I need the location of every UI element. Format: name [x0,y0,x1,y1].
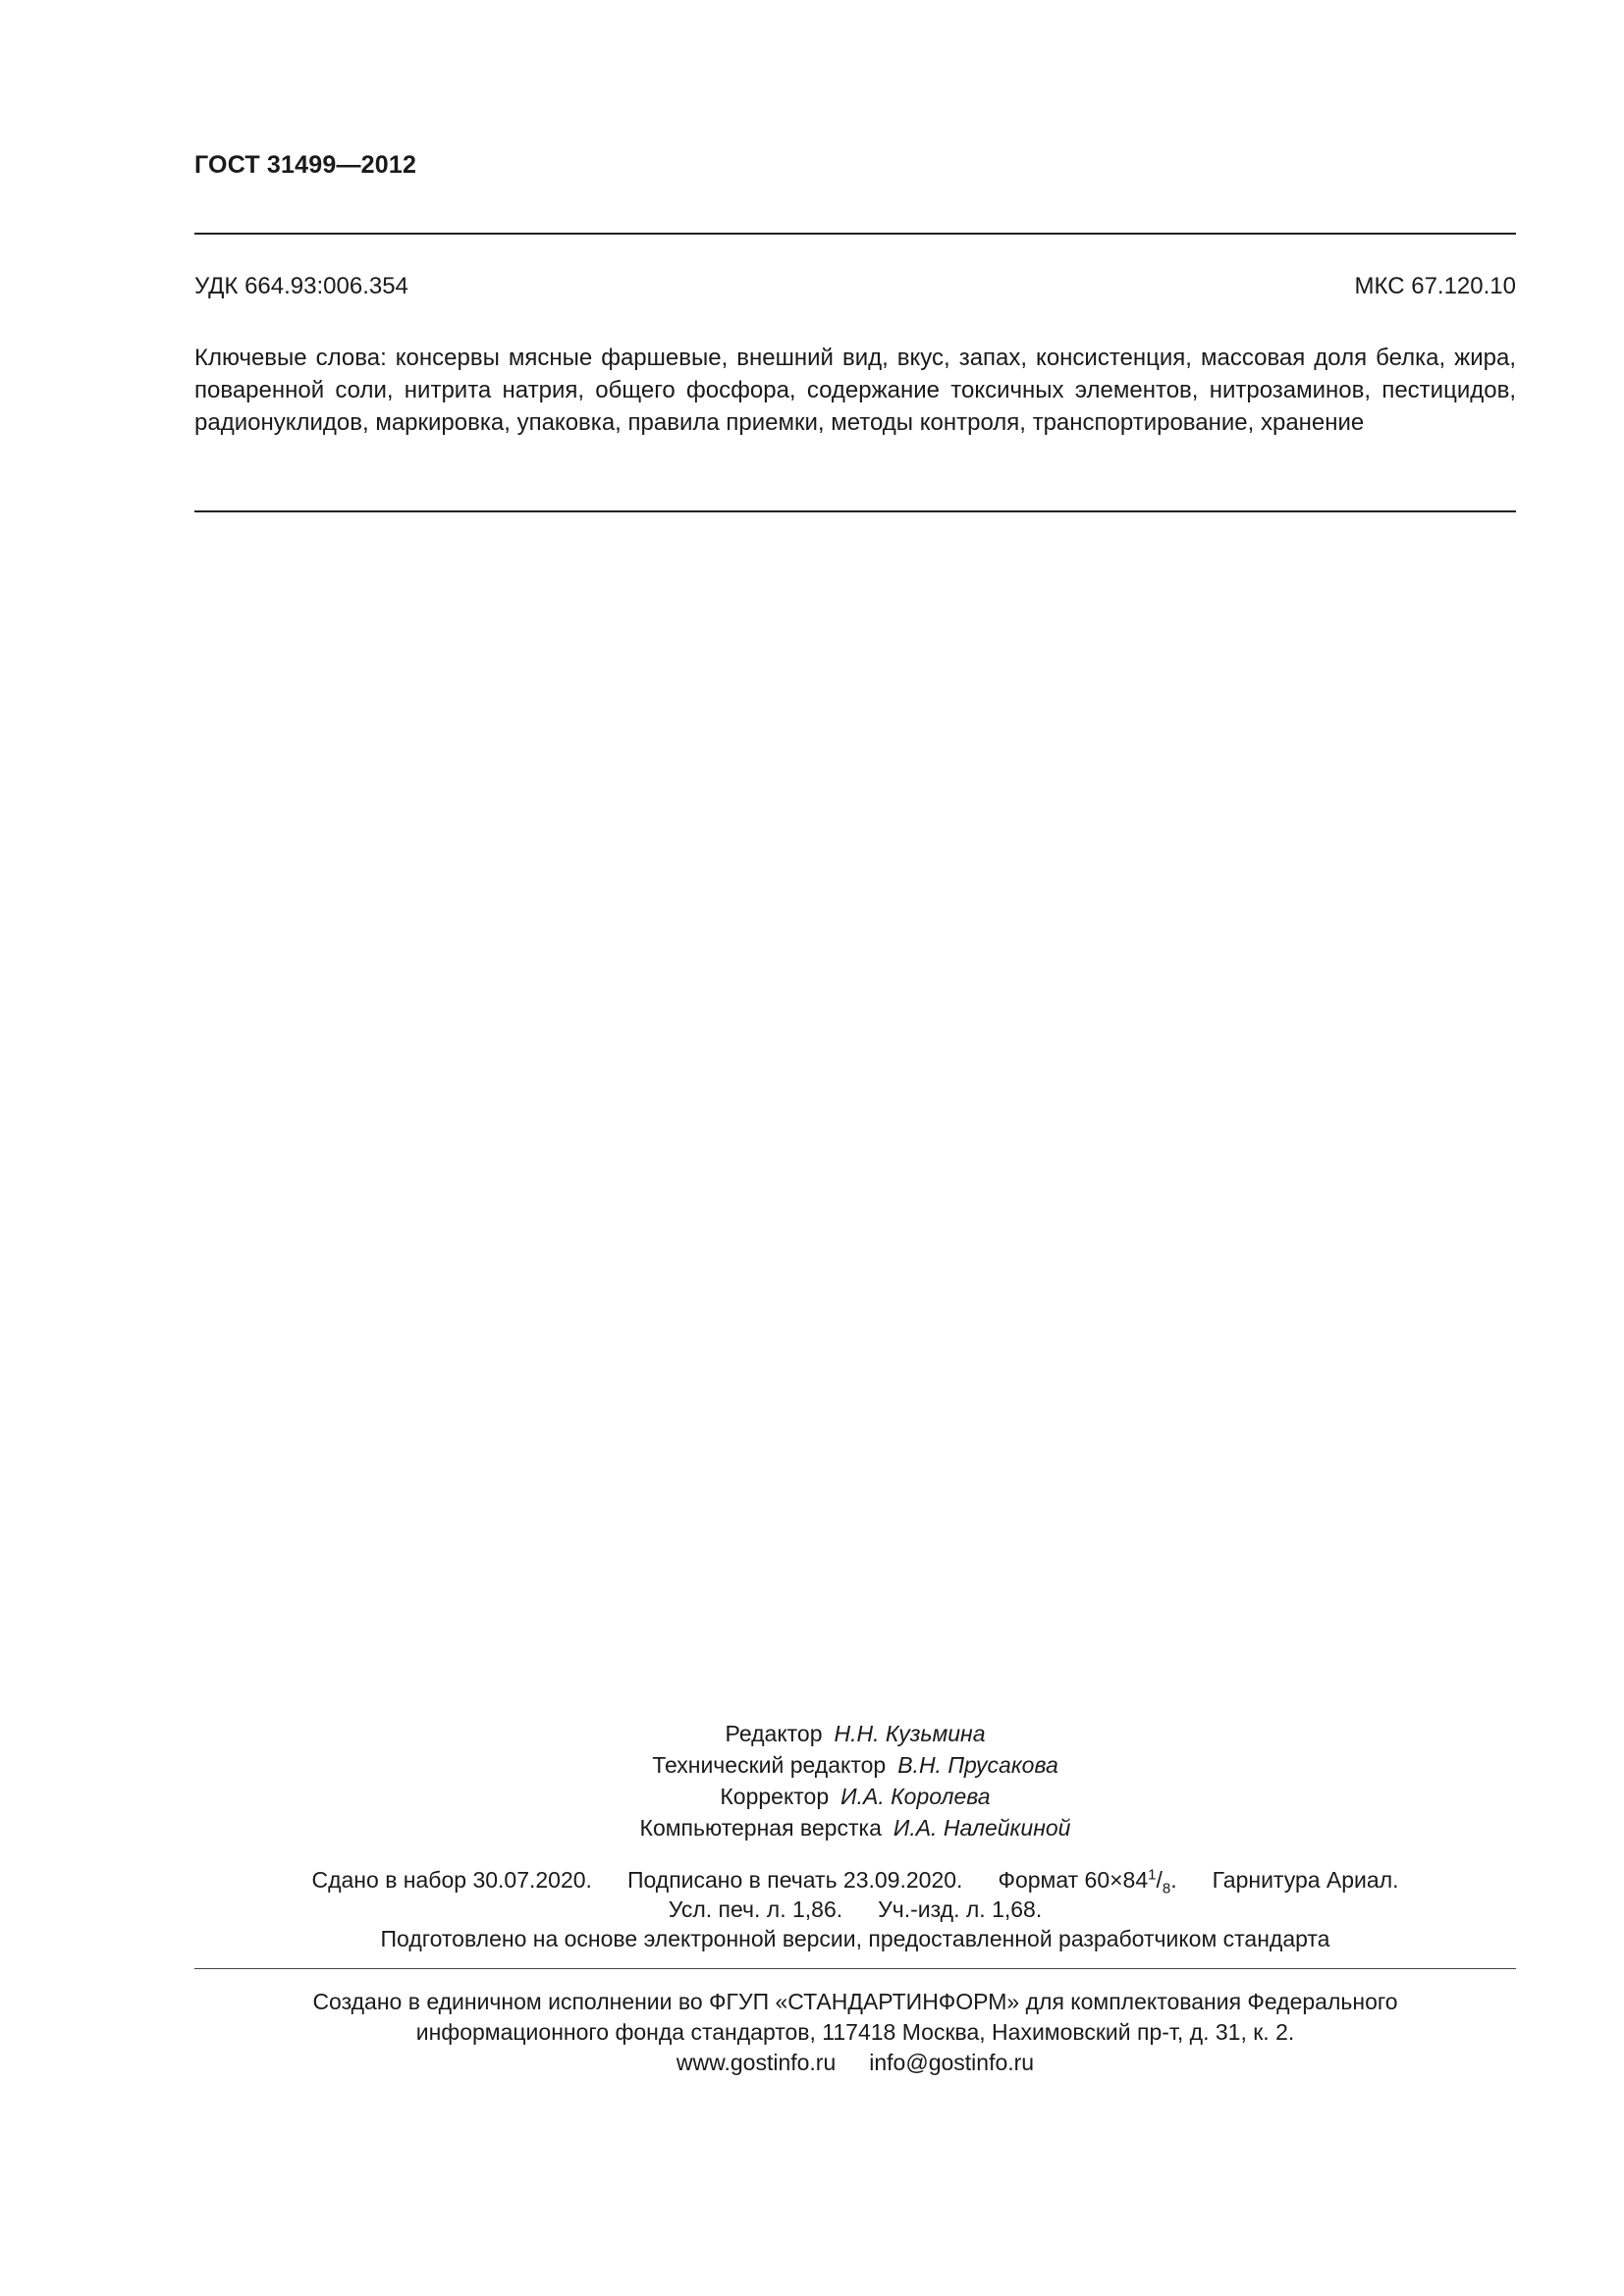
staff-person: И.А. Налейкиной [893,1815,1071,1841]
print-info-row-1 [194,1865,1516,1895]
footer-contacts [194,2048,1516,2078]
staff-line-editor [194,1718,1516,1749]
staff-role: Корректор [720,1784,830,1809]
document-code: ГОСТ 31499—2012 [194,151,417,179]
editorial-staff [194,1718,1516,1843]
print-info-row-2 [194,1895,1516,1924]
website-link: www.gostinfo.ru [676,2050,837,2075]
mks-code: МКС 67.120.10 [1354,273,1516,299]
footer-line-1: Создано в единичном исполнении во ФГУП «СТАНДАРТИНФОРМ» для комплектования Федерального [312,1989,1398,2014]
submitted-date: Сдано в набор 30.07.2020. [311,1867,592,1893]
publishing-sheets: Уч.-изд. л. 1,68. [878,1896,1043,1922]
paper-format: Формат $60\times 84^1/_8$. [998,1866,1177,1897]
staff-person: Н.Н. Кузьмина [834,1721,986,1746]
classification-row [194,273,1516,300]
staff-line-proofreader [194,1781,1516,1812]
keywords-divider [194,510,1516,512]
typeface: Гарнитура Ариал. [1212,1867,1399,1893]
print-info [194,1865,1516,1953]
footer-divider [194,1968,1516,1969]
signed-date: Подписано в печать 23.09.2020. [626,1867,963,1893]
keywords-paragraph: Ключевые слова: консервы мясные фаршевые, внешний вид, вкус, запах, консистенция, массовая доля белка, жира, поваренной соли, нитрита натрия, общего фосфора, содержание токсичных элементов, нитрозаминов, пестицидов, радионуклидов, маркировка, упаковка, правила приемки, методы контроля, транспортирование, хранение [194,345,1516,436]
staff-line-tech-editor [194,1749,1516,1781]
prepared-note: Подготовлено на основе электронной версии, предоставленной разработчиком стандарта [380,1926,1330,1951]
staff-role: Компьютерная верстка [639,1815,882,1841]
print-sheets: Усл. печ. л. 1,86. [668,1896,843,1922]
staff-person: И.А. Королева [840,1784,991,1809]
email-link: info@gostinfo.ru [869,2050,1035,2075]
staff-person: В.Н. Прусакова [897,1752,1058,1778]
staff-role: Редактор [725,1721,823,1746]
staff-role: Технический редактор [652,1752,887,1778]
publisher-footer [194,1987,1516,2078]
top-divider [194,233,1516,235]
udk-code: УДК 664.93:006.354 [194,273,408,299]
staff-line-layout [194,1812,1516,1843]
footer-line-2: информационного фонда стандартов, 117418 Москва, Нахимовский пр-т, д. 31, к. 2. [415,2019,1295,2045]
